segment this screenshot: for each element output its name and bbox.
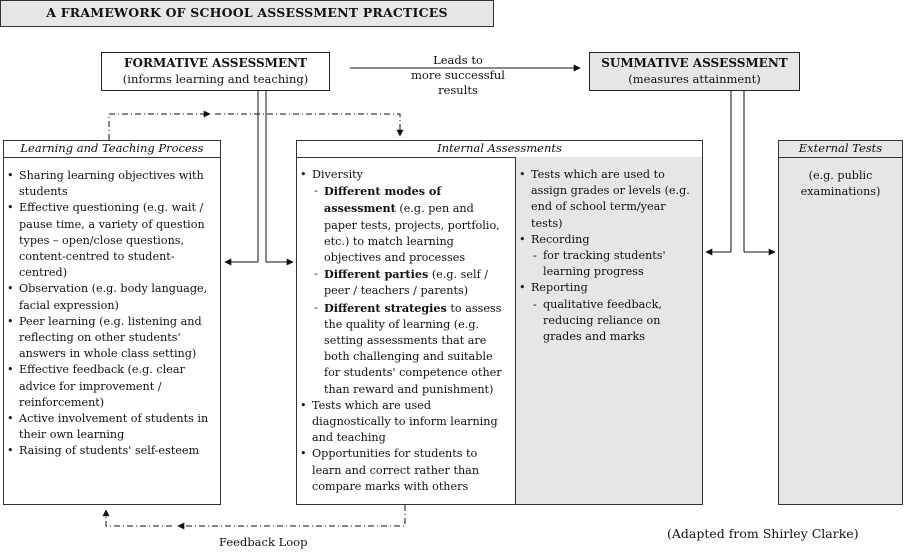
feedback-loop-path2 — [106, 510, 172, 526]
list-item: • Active involvement of students in their own learning — [4, 411, 217, 443]
parties-rest: (e.g. self / peer / teachers / parents) — [324, 268, 489, 298]
summative-title: SUMMATIVE ASSESSMENT — [601, 56, 788, 70]
internal-assessments-heading: Internal Assessments — [297, 141, 702, 158]
strategies-bold: Different strategies — [324, 300, 447, 315]
recording-label: Recording — [531, 232, 590, 246]
feedback-loop-path — [178, 505, 405, 526]
reporting-detail: - qualitative feedback, reducing reliance on grades and marks — [533, 297, 697, 346]
list-item: • Effective feedback (e.g. clear advice for improvement / reinforcement) — [4, 362, 217, 411]
parties-bold: Different parties — [324, 267, 429, 282]
diagram-title: A FRAMEWORK OF SCHOOL ASSESSMENT PRACTICES — [0, 0, 494, 27]
reporting-label: Reporting — [531, 281, 588, 295]
list-item: • Observation (e.g. body language, facial expression) — [4, 281, 217, 313]
modes-rest: (e.g. pen and paper tests, projects, portfolio, etc.) to match learning objectives and processes — [324, 202, 500, 265]
learning-teaching-heading: Learning and Teaching Process — [4, 141, 220, 158]
leads-to-line1: Leads to — [433, 53, 483, 67]
list-item: • Effective questioning (e.g. wait / pause time, a variety of question types – open/close questions, content-centred to student-centred) — [4, 200, 217, 281]
diversity-label: Diversity — [312, 168, 363, 181]
list-item: • Raising of students' self-esteem — [4, 443, 217, 459]
formative-subtitle: (informs learning and teaching) — [122, 72, 309, 86]
feedback-loop-label: Feedback Loop — [219, 535, 308, 549]
grading-tests-item: • Tests which are used to assign grades or levels (e.g. end of school term/year tests) — [516, 167, 697, 232]
opportunities-item: • Opportunities for students to learn and correct rather than compare marks with others — [297, 446, 509, 495]
formative-title: FORMATIVE ASSESSMENT — [124, 56, 307, 70]
recording-detail: - for tracking students' learning progress — [533, 248, 697, 280]
external-tests-heading: External Tests — [779, 141, 902, 158]
list-item: • Peer learning (e.g. listening and reflecting on other students' answers in whole class setting) — [4, 314, 217, 363]
leads-to-line2: more successful results — [411, 68, 505, 97]
source-credit: (Adapted from Shirley Clarke) — [667, 526, 859, 541]
summative-subtitle: (measures attainment) — [628, 72, 761, 86]
modes-bold: Different modes of assessment — [324, 184, 442, 216]
dashdot-connector-top — [109, 114, 210, 140]
list-item: • Sharing learning objectives with students — [4, 168, 217, 200]
external-tests-body: (e.g. public examinations) — [800, 169, 881, 199]
dashdot-connector-top2 — [215, 114, 400, 136]
diagnostic-tests-item: • Tests which are used diagnostically to inform learning and teaching — [297, 398, 509, 447]
strategies-rest: to assess the quality of learning (e.g. setting assessments that are both challenging and suitable for students' competence other than reward and punishment) — [324, 301, 502, 396]
